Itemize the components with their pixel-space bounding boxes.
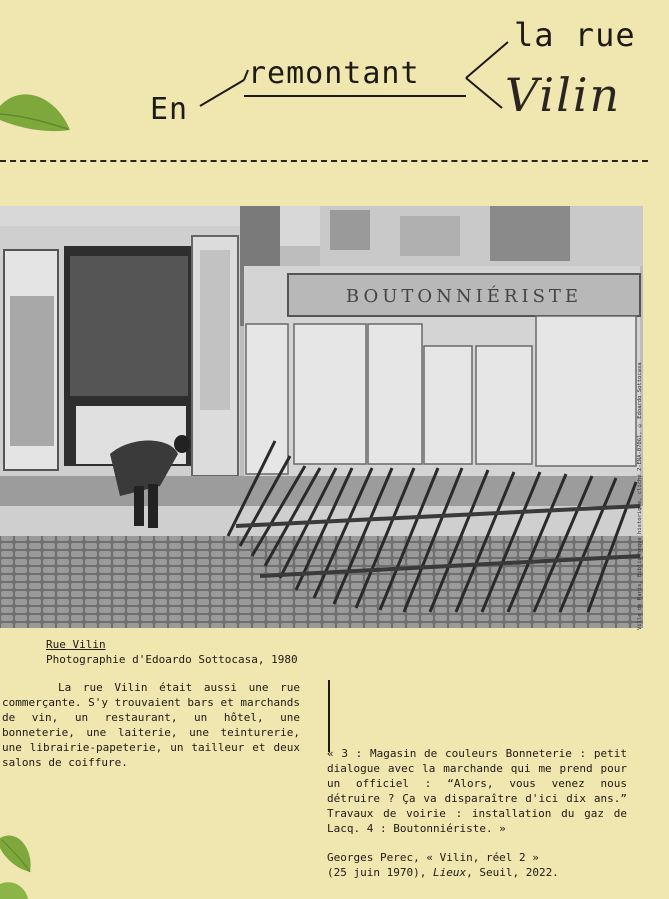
leaf-bottom-left [0, 828, 60, 899]
body-paragraph: La rue Vilin était aussi une rue commerçante. S'y trouvaient bars et marchands de vin, un restaurant, un hôtel, une bonneterie, une laiterie, une teinturerie, une librairie-papeterie, un tailleur et deux salons de coiffure. [2, 681, 301, 769]
vertical-rule [328, 680, 330, 752]
attribution-date: (25 juin 1970), [327, 866, 433, 879]
attribution-line1: Georges Perec, « Vilin, réel 2 » [327, 851, 539, 864]
attribution-publisher: , Seuil, 2022. [466, 866, 559, 879]
perec-quote: « 3 : Magasin de couleurs Bonneterie : petit dialogue avec la marchande qui me prend pour un officiel : “Alors, vous venez nous détruire ? Ça va disparaître d'ici dix ans.” Travaux de voirie : installation du gaz de Lacq. 4 : Boutonniériste. » [327, 747, 627, 835]
title-en: En [150, 92, 189, 127]
title-connector-lines [0, 0, 669, 140]
title-remontant: remontant [248, 56, 420, 91]
street-photograph [0, 206, 643, 628]
caption-title: Rue Vilin [46, 638, 106, 651]
dashed-divider [0, 160, 648, 162]
photo-sign-text: BOUTONNIÉRISTE [345, 286, 583, 307]
title-vilin-script: Vilin [505, 68, 622, 122]
quote-attribution [327, 850, 627, 880]
title-la-rue: la rue [514, 16, 636, 54]
attribution-book-title: Lieux [432, 866, 467, 879]
photo-credit-vertical: Ville de Paris, Bibliothèque historique, cliché 2-ENA-07061, © Edoardo Sottocasa [637, 362, 643, 630]
caption-subtitle: Photographie d'Edoardo Sottocasa, 1980 [46, 653, 298, 666]
